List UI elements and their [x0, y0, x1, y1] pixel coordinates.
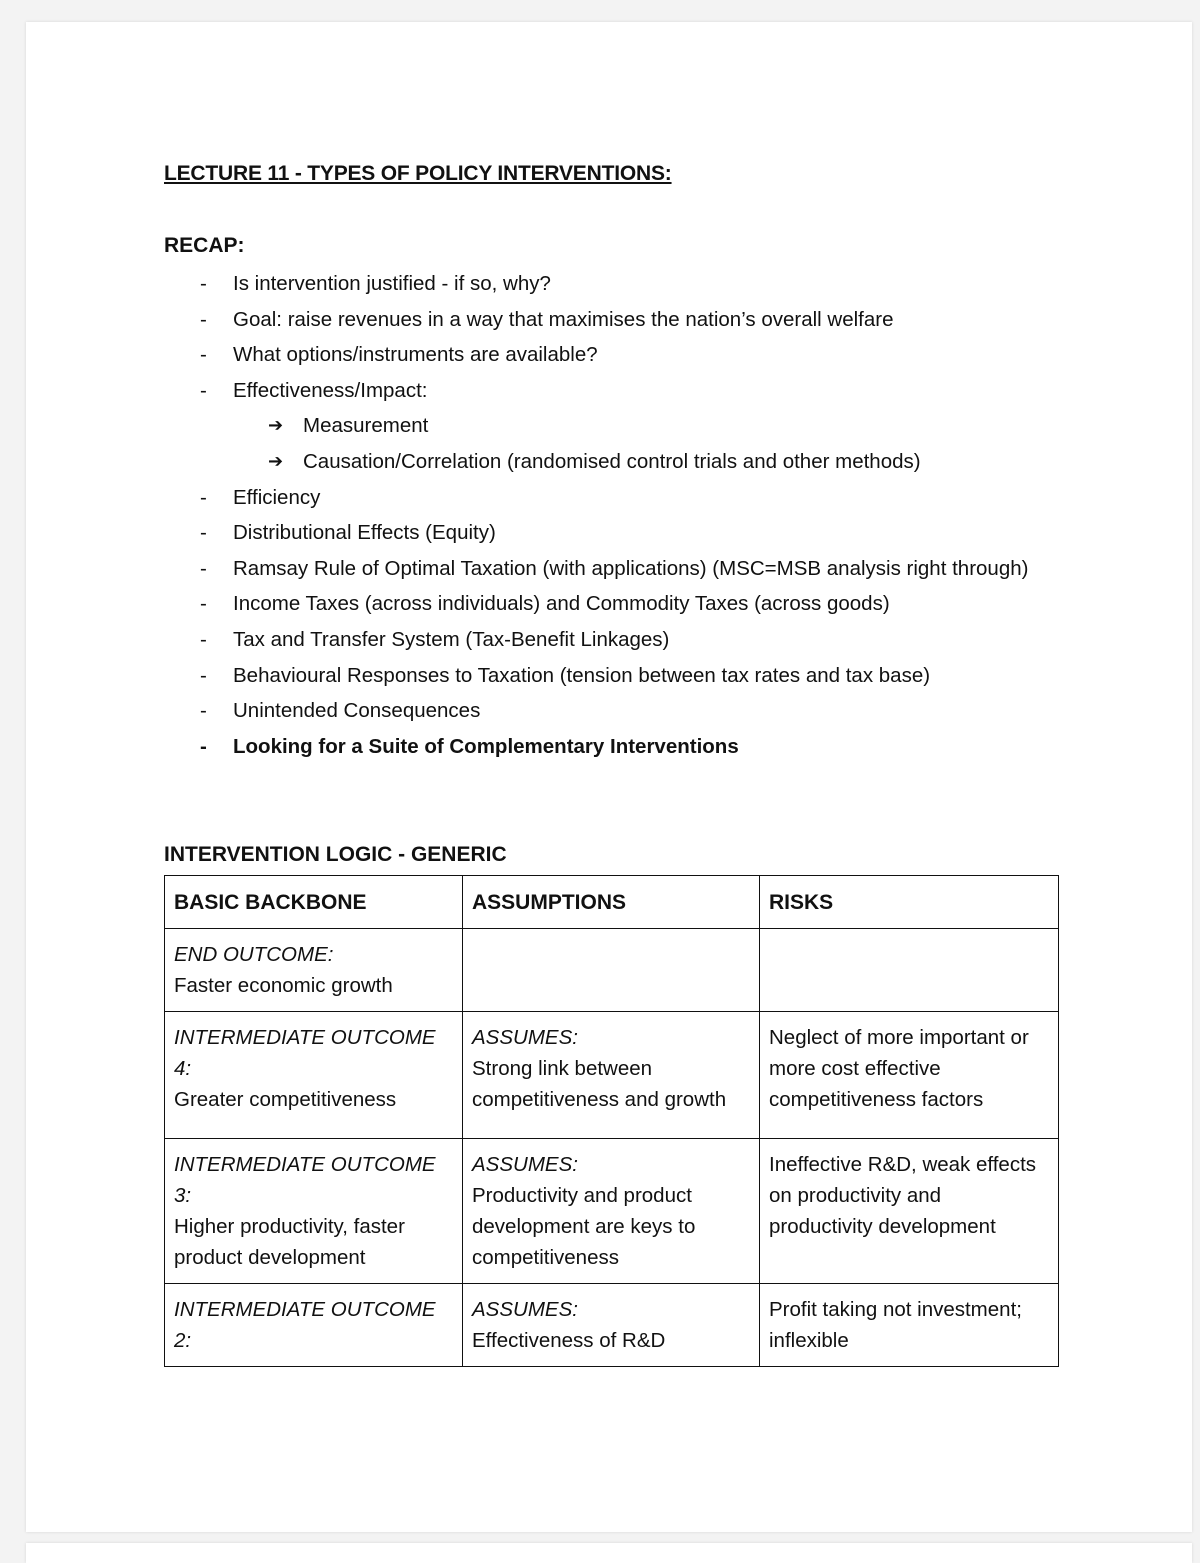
dash-bullet: -: [200, 378, 207, 402]
assumption-cell: [463, 1284, 760, 1367]
assumption-cell: [463, 929, 760, 1012]
assumption-cell: [463, 1139, 760, 1284]
backbone-text: Faster economic growth: [174, 974, 393, 997]
recap-item-text: Goal: raise revenues in a way that maximises the nation’s overall welfare: [233, 307, 894, 331]
intervention-logic-table: [164, 875, 1059, 1367]
dash-bullet: -: [200, 592, 207, 616]
backbone-text: Higher productivity, faster product development: [174, 1215, 405, 1269]
dash-bullet: -: [200, 521, 207, 545]
dash-bullet: -: [200, 307, 207, 331]
backbone-label: INTERMEDIATE OUTCOME 2:: [174, 1298, 436, 1352]
assumption-text: Effectiveness of R&D: [472, 1329, 666, 1352]
table-row: [165, 1012, 1059, 1139]
document-page: [26, 22, 1192, 1532]
recap-item-text: Ramsay Rule of Optimal Taxation (with applications) (MSC=MSB analysis right through): [233, 556, 1029, 580]
risk-text: Neglect of more important or more cost effective competitiveness factors: [769, 1026, 1029, 1111]
recap-item: [164, 693, 1064, 729]
risk-cell: [760, 929, 1059, 1012]
risk-text: Profit taking not investment; inflexible: [769, 1298, 1022, 1352]
dash-bullet: -: [200, 734, 207, 758]
intervention-logic-title: INTERVENTION LOGIC - GENERIC: [164, 843, 507, 866]
recap-item: [164, 729, 1064, 765]
recap-item-text: Income Taxes (across individuals) and Commodity Taxes (across goods): [233, 592, 890, 616]
table-row: [165, 1139, 1059, 1284]
recap-item-text: What options/instruments are available?: [233, 343, 598, 367]
dash-bullet: -: [200, 272, 207, 295]
risk-cell: [760, 1139, 1059, 1284]
arrow-bullet-icon: ➔: [268, 415, 284, 436]
next-page-edge: [26, 1543, 1192, 1563]
header-assumptions: ASSUMPTIONS: [463, 876, 760, 929]
table-row: [165, 1284, 1059, 1367]
backbone-label: END OUTCOME:: [174, 943, 334, 966]
table-row: [165, 929, 1059, 1012]
recap-item: [164, 302, 1064, 338]
recap-item: [164, 622, 1064, 658]
recap-item-text: Behavioural Responses to Taxation (tension between tax rates and tax base): [233, 663, 931, 687]
assumption-text: Productivity and product development are keys to competitiveness: [472, 1184, 696, 1269]
assumption-label: ASSUMES:: [472, 1026, 578, 1049]
backbone-cell: [165, 929, 463, 1012]
assumption-label: ASSUMES:: [472, 1298, 578, 1321]
dash-bullet: -: [200, 556, 207, 580]
backbone-cell: [165, 1012, 463, 1139]
recap-item: [164, 586, 1064, 622]
backbone-label: INTERMEDIATE OUTCOME 3:: [174, 1153, 436, 1207]
recap-item: [164, 337, 1064, 373]
risk-cell: [760, 1284, 1059, 1367]
recap-item-text: Measurement: [303, 414, 429, 438]
recap-item: [164, 373, 1064, 409]
recap-item-text: Distributional Effects (Equity): [233, 521, 496, 545]
header-risks: RISKS: [760, 876, 1059, 929]
backbone-cell: [165, 1139, 463, 1284]
dash-bullet: -: [200, 663, 207, 687]
recap-item: [164, 266, 1064, 302]
backbone-label: INTERMEDIATE OUTCOME 4:: [174, 1026, 436, 1080]
risk-cell: [760, 1012, 1059, 1139]
recap-item: [164, 444, 1064, 480]
backbone-cell: [165, 1284, 463, 1367]
table-body: [165, 929, 1059, 1367]
recap-item: [164, 515, 1064, 551]
header-basic-backbone: BASIC BACKBONE: [165, 876, 463, 929]
recap-item: [164, 408, 1064, 444]
recap-list: [164, 266, 1064, 764]
recap-item-text: Effectiveness/Impact:: [233, 378, 428, 402]
assumption-label: ASSUMES:: [472, 1153, 578, 1176]
table-header-row: [165, 876, 1059, 929]
recap-item: [164, 480, 1064, 516]
arrow-bullet-icon: ➔: [268, 450, 284, 471]
recap-item: [164, 551, 1064, 587]
recap-item-text: Is intervention justified - if so, why?: [233, 272, 551, 295]
assumption-cell: [463, 1012, 760, 1139]
recap-item-text: Efficiency: [233, 485, 321, 509]
dash-bullet: -: [200, 485, 207, 509]
dash-bullet: -: [200, 343, 207, 367]
recap-heading: RECAP:: [164, 234, 245, 257]
recap-item-text: Tax and Transfer System (Tax-Benefit Linkages): [233, 627, 670, 651]
backbone-text: Greater competitiveness: [174, 1088, 397, 1111]
recap-item: [164, 658, 1064, 694]
dash-bullet: -: [200, 699, 207, 723]
assumption-text: Strong link between competitiveness and growth: [472, 1057, 727, 1111]
dash-bullet: -: [200, 627, 207, 651]
recap-item-text: Unintended Consequences: [233, 699, 481, 723]
recap-item-text: Causation/Correlation (randomised control trials and other methods): [303, 449, 921, 473]
recap-item-text: Looking for a Suite of Complementary Interventions: [233, 734, 739, 758]
lecture-title: LECTURE 11 - TYPES OF POLICY INTERVENTIONS:: [164, 162, 672, 185]
risk-text: Ineffective R&D, weak effects on productivity and productivity development: [769, 1153, 1037, 1238]
